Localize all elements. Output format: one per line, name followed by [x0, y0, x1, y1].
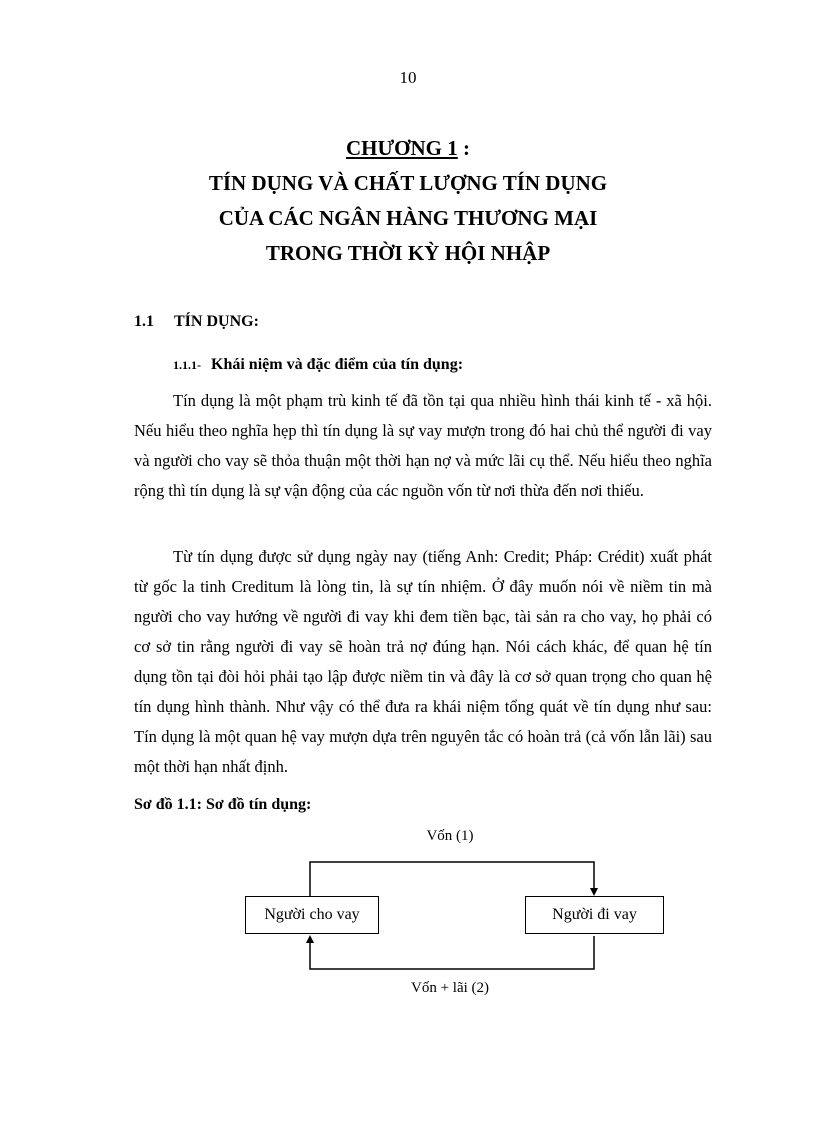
credit-flow-diagram — [200, 820, 660, 1010]
body-paragraph-1: Tín dụng là một phạm trù kinh tế đã tồn tại qua nhiều hình thái kinh tế - xã hội. Nếu hiểu theo nghĩa hẹp thì tín dụng là sự vay mượn trong đó hai chủ thể người đi vay và người cho vay sẽ thỏa thuận một thời hạn nợ và mức lãi cụ thể. Nếu hiểu theo nghĩa rộng thì tín dụng là sự vận động của các nguồn vốn từ nơi thừa đến nơi thiếu. — [134, 391, 712, 500]
repayment-flow-arrow — [310, 936, 594, 969]
chapter-title-line-2: CỦA CÁC NGÂN HÀNG THƯƠNG MẠI — [218, 206, 598, 230]
chapter-label-line — [0, 131, 816, 166]
chapter-label: CHƯƠNG 1 — [345, 136, 458, 160]
chapter-title-line-3: TRONG THỜI KỲ HỘI NHẬP — [265, 241, 551, 265]
borrower-box: Người đi vay — [525, 896, 664, 934]
loan-flow-arrow — [310, 862, 594, 896]
bottom-flow-label: Vốn + lãi (2) — [410, 980, 490, 996]
section-number: 1.1 — [134, 313, 154, 330]
section-heading — [134, 313, 259, 331]
subsection-number: 1.1.1- — [173, 358, 201, 372]
section-title: TÍN DỤNG: — [174, 313, 259, 330]
subsection-title: Khái niệm và đặc điểm của tín dụng: — [211, 356, 464, 373]
chapter-title-line-1: TÍN DỤNG VÀ CHẤT LƯỢNG TÍN DỤNG — [208, 171, 608, 195]
diagram-caption: Sơ đồ 1.1: Sơ đồ tín dụng: — [134, 796, 312, 813]
chapter-label-suffix: : — [457, 136, 471, 160]
subsection-heading — [173, 356, 463, 374]
page-number: 10 — [399, 68, 417, 87]
top-flow-label: Vốn (1) — [426, 828, 474, 844]
chapter-heading — [0, 131, 816, 271]
body-paragraph-2: Từ tín dụng được sử dụng ngày nay (tiếng Anh: Credit; Pháp: Crédit) xuất phát từ gốc la tinh Creditum là lòng tin, là sự tín nhiệm. Ở đây muốn nói về niềm tin mà người cho vay hướng về người đi vay khi đem tiền bạc, tài sản ra cho vay, họ phải có cơ sở tin rằng người đi vay sẽ hoàn trả nợ đúng hạn. Nói cách khác, để quan hệ tín dụng tồn tại đòi hỏi phải tạo lập được niềm tin và đây là cơ sở quan trọng cho quan hệ tín dụng hình thành. Như vậy có thể đưa ra khái niệm tổng quát về tín dụng như sau: Tín dụng là một quan hệ vay mượn dựa trên nguyên tắc có hoàn trả (cả vốn lẫn lãi) sau một thời hạn nhất định. — [134, 547, 712, 776]
lender-box: Người cho vay — [245, 896, 379, 934]
